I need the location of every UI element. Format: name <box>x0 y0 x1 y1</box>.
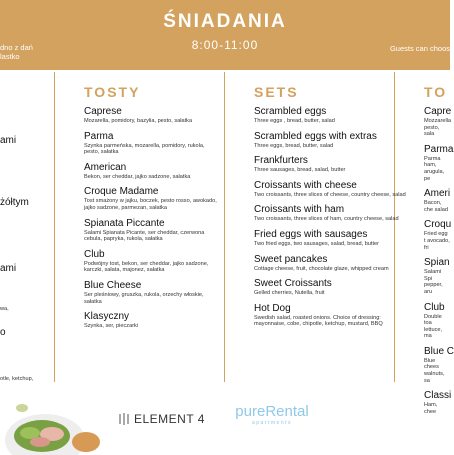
menu-item: Croissants with cheese Two croissants, three slices of cheese, country cheese, salad <box>254 179 406 198</box>
menu-item: American Bekon, ser cheddar, jajko sadzone, sałatka <box>84 161 191 180</box>
menu-item: Klasyczny Szynka, ser, pieczarki <box>84 311 139 330</box>
menu-item: Croque Madame Tost smażony w jajku, boczek, pesto rosso, awokado, jajko sadzone, parmezan, sałatka <box>84 186 217 211</box>
left-fragment: wa, <box>0 306 9 312</box>
menu-item: Capre Mozzarella pesto, sala <box>424 106 452 138</box>
food-plate-illustration <box>0 388 100 450</box>
element-logo-icon <box>118 412 130 426</box>
left-fragment: ami <box>0 263 17 274</box>
menu-item: Croissants with ham Two croissants, three slices of ham, country cheese, salad <box>254 204 399 223</box>
menu-item: Croqu Fried egg t avocado, fri <box>424 219 452 251</box>
menu-item: Spian Salami Spi pepper, aru <box>424 257 450 295</box>
menu-item: Club Podwójny tost, bekon, ser cheddar, jajko sadzone, karczki, sałata, majonez, sałatka <box>84 248 209 274</box>
menu-item: Spianata Piccante Salami Spianata Picante, ser cheddar, czerwona cebula, papryka, rukola, sałatka <box>84 217 205 243</box>
menu-item: Frankfurters Three sausages, bread, salad, butter <box>254 155 346 174</box>
menu-item: Classi Ham, chee <box>424 390 452 415</box>
menu-item: Fried eggs with sausages Two fried eggs, two sausages, salad, bread, butter <box>254 228 379 247</box>
menu-item: Sweet Croissants Gelled cherries, Nutella, fruit <box>254 278 332 297</box>
tosty-english-column <box>424 84 454 421</box>
menu-item: Scrambled eggs Three eggs , bread, butter, salad <box>254 106 335 124</box>
right-heading: TO <box>424 84 448 100</box>
header-note-right: Guests can choos <box>389 44 450 53</box>
menu-item: Scrambled eggs with extras Three eggs, bread, butter, salad <box>254 130 377 149</box>
left-fragment: żółtym <box>0 197 29 208</box>
column-divider <box>54 72 55 382</box>
header-note-left: dno z dań lastko <box>0 43 33 61</box>
left-fragment: o <box>0 327 6 338</box>
menu-item: Hot Dog Swedish salad, roasted onions. Choice of dressing: mayonnaise, cobe, chipotle, ketchup, mustard, BBQ <box>254 302 383 328</box>
sets-column <box>254 84 414 334</box>
element4-logo: ELEMENT 4 <box>118 412 205 426</box>
food-photo <box>0 388 100 450</box>
menu-item: Caprese Mozarella, pomidory, bazylia, pesto, sałatka <box>84 106 193 124</box>
menu-item: Club Double toa lettuce, ma <box>424 301 445 340</box>
tosty-heading: TOSTY <box>84 84 141 100</box>
menu-item: Sweet pancakes Cottage cheese, fruit, chocolate glaze, whipped cream <box>254 253 389 272</box>
column-divider <box>224 72 225 382</box>
opening-hours: 8:00-11:00 <box>191 38 259 52</box>
left-fragment: ami <box>0 135 17 146</box>
page-title: ŚNIADANIA <box>163 11 287 32</box>
pure-rental-logo: pureRental apartments <box>235 403 309 426</box>
menu-item: Parma Szynka parmeńska, mozarella, pomidory, rukola, pesto, sałatka <box>84 130 205 156</box>
menu-item: Blue C Blue chees walnuts, sa <box>424 345 454 384</box>
tosty-column <box>84 84 219 336</box>
menu-item: Blue Cheese Ser pleśniowy, gruszka, rukola, orzechy włoskie, sałatka <box>84 279 204 305</box>
menu-item: Parma Parma ham, arugula, pe <box>424 143 454 182</box>
menu-item: Ameri Bacon, che salad <box>424 188 451 213</box>
left-fragment: otle, ketchup, <box>0 376 34 382</box>
sets-heading: SETS <box>254 84 299 100</box>
